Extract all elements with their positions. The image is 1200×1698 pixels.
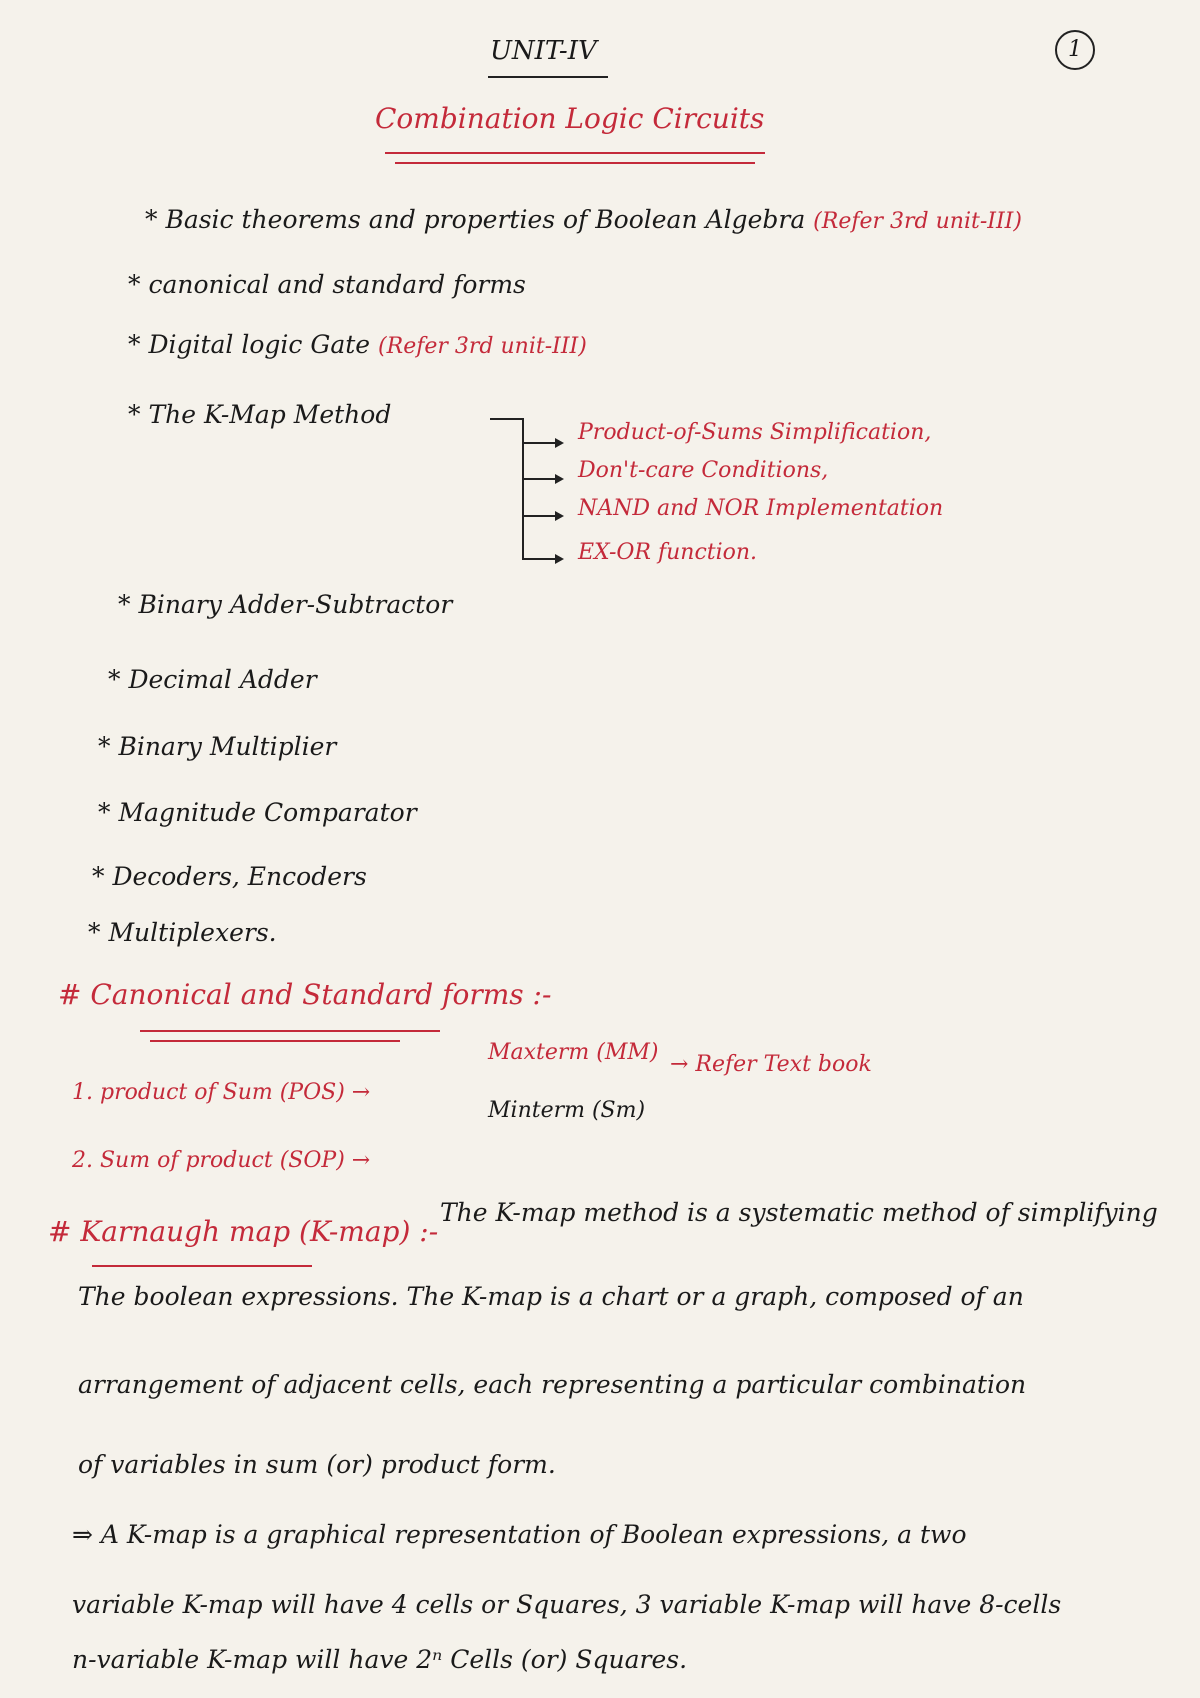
topic-note: (Refer 3rd unit-III) — [378, 334, 587, 359]
section-heading-canonical: # Canonical and Standard forms :- — [58, 978, 552, 1011]
topic-text: * Binary Multiplier — [98, 732, 337, 761]
branch-bracket — [522, 418, 524, 560]
section-heading-kmap: # Karnaugh map (K-map) :- — [48, 1215, 439, 1248]
title-underline — [385, 152, 765, 154]
kmap-branch: Don't-care Conditions, — [578, 458, 829, 483]
section-underline-2 — [150, 1040, 400, 1042]
unit-underline — [488, 76, 608, 78]
arrow-icon — [522, 478, 562, 480]
kmap-branch: NAND and NOR Implementation — [578, 496, 944, 521]
sop-label: 2. Sum of product (SOP) → — [72, 1148, 371, 1173]
kmap-paragraph-line: ⇒ A K-map is a graphical representation of Boolean expressions, a two — [72, 1520, 967, 1549]
unit-label: UNIT-IV — [490, 36, 597, 66]
topic-item — [108, 665, 317, 694]
arrow-icon — [522, 558, 562, 560]
topic-item — [145, 205, 1022, 234]
topic-text: * Decoders, Encoders — [92, 862, 367, 891]
pos-label: 1. product of Sum (POS) → — [72, 1080, 371, 1105]
kmap-paragraph-line: The boolean expressions. The K-map is a chart or a graph, composed of an — [78, 1282, 1024, 1311]
arrow-icon — [522, 442, 562, 444]
topic-item — [88, 918, 277, 947]
kmap-branch: Product-of-Sums Simplification, — [578, 420, 932, 445]
topic-text: * Decimal Adder — [108, 665, 317, 694]
page-number: 1 — [1055, 30, 1095, 70]
kmap-paragraph-line: n-variable K-map will have 2ⁿ Cells (or) Squares. — [72, 1645, 688, 1674]
pos-term: Maxterm (MM) — [488, 1040, 659, 1065]
section-underline — [140, 1030, 440, 1032]
page-title: Combination Logic Circuits — [375, 102, 765, 135]
topic-text: * Multiplexers. — [88, 918, 277, 947]
topic-item — [118, 590, 452, 619]
title-underline-2 — [395, 162, 755, 164]
topic-text: * The K-Map Method — [128, 400, 392, 429]
topic-text: * Binary Adder-Subtractor — [118, 590, 453, 619]
topic-text: * Digital logic Gate — [128, 330, 371, 359]
topic-text: * Magnitude Comparator — [98, 798, 417, 827]
kmap-branch: EX-OR function. — [578, 540, 758, 565]
topic-item — [128, 270, 526, 299]
sop-term: Minterm (Sm) — [488, 1098, 646, 1123]
kmap-paragraph-line: The K-map method is a systematic method of simplifying — [440, 1198, 1158, 1227]
topic-item — [128, 330, 587, 359]
topic-note: (Refer 3rd unit-III) — [813, 209, 1022, 234]
kmap-paragraph-line: arrangement of adjacent cells, each representing a particular combination — [78, 1370, 1027, 1399]
kmap-underline — [92, 1265, 312, 1267]
topic-text: * Basic theorems and properties of Boolean Algebra — [145, 205, 806, 234]
topic-item — [92, 862, 367, 891]
kmap-paragraph-line: of variables in sum (or) product form. — [78, 1450, 556, 1479]
branch-connector — [490, 418, 522, 420]
arrow-icon — [522, 515, 562, 517]
topic-text: * canonical and standard forms — [128, 270, 526, 299]
topic-item — [98, 798, 417, 827]
topic-item — [128, 400, 391, 429]
topic-item — [98, 732, 336, 761]
kmap-paragraph-line: variable K-map will have 4 cells or Squares, 3 variable K-map will have 8-cells — [72, 1590, 1062, 1619]
refer-note: → Refer Text book — [670, 1052, 872, 1077]
